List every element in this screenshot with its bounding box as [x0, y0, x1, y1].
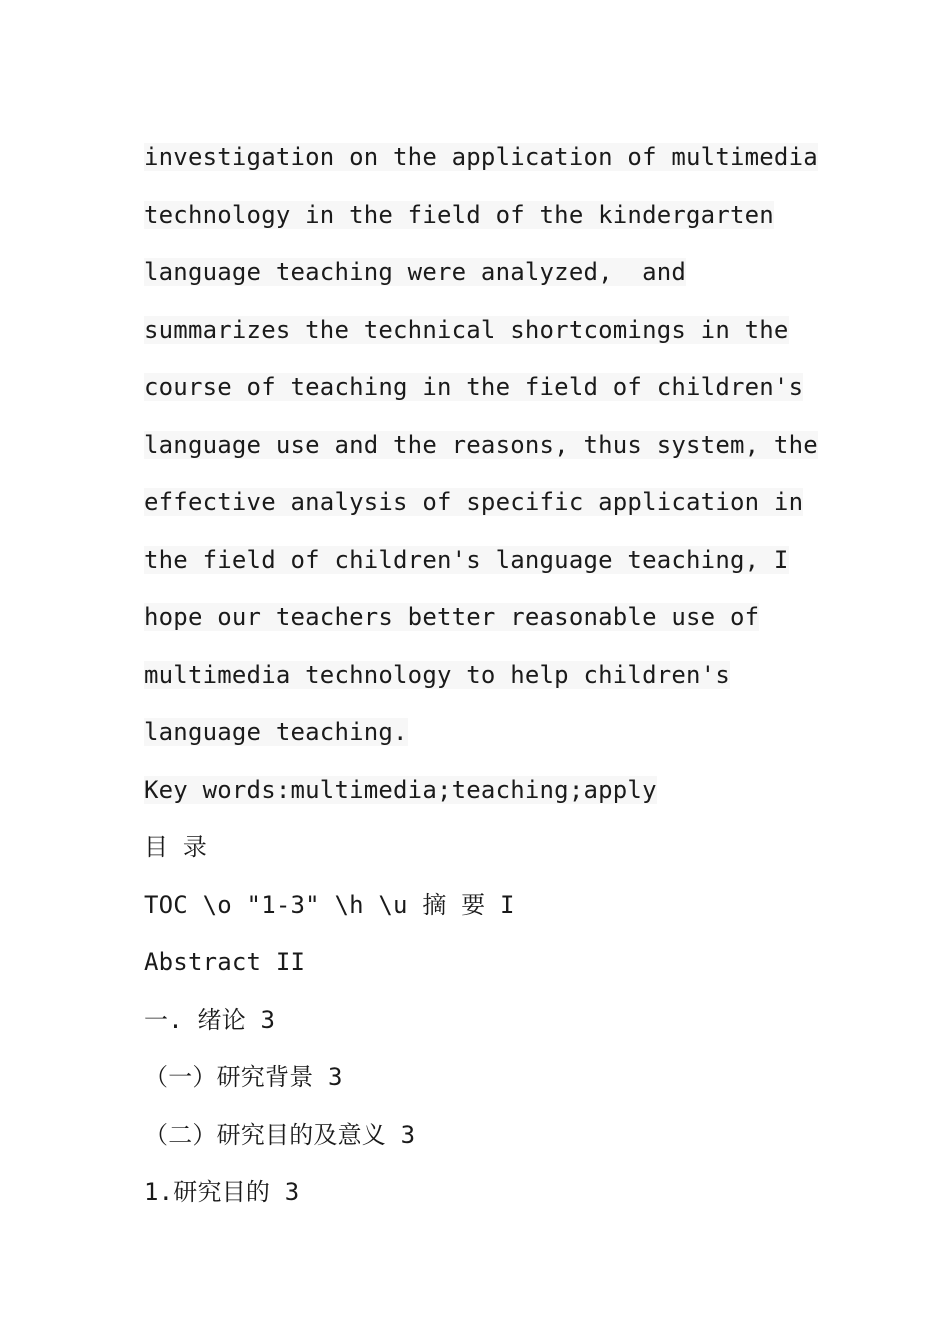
abstract-line: summarizes the technical shortcomings in the	[144, 315, 789, 344]
toc-entry[interactable]: 一. 绪论 3	[144, 1005, 276, 1034]
toc-entry[interactable]: （一）研究背景 3	[144, 1063, 343, 1091]
abstract-line: hope our teachers better reasonable use of	[144, 603, 760, 631]
abstract-line: language teaching were analyzed, and	[144, 258, 687, 286]
abstract-line: the field of children's language teaching, I	[144, 545, 789, 574]
toc-entry[interactable]: Abstract II	[144, 948, 306, 976]
toc-heading: 目 录	[144, 833, 208, 861]
abstract-line: course of teaching in the field of children's	[144, 373, 804, 401]
keywords-line: Key words:multimedia;teaching;apply	[144, 775, 657, 804]
abstract-line: investigation on the application of multimedia	[144, 143, 818, 171]
abstract-line: language teaching.	[144, 718, 408, 746]
toc-entry[interactable]: TOC \o "1-3" \h \u 摘 要 I	[144, 890, 515, 919]
document-body	[144, 129, 824, 1222]
abstract-line: technology in the field of the kindergarten	[144, 200, 774, 229]
abstract-line: multimedia technology to help children's	[144, 660, 730, 689]
toc-entry[interactable]: 1.研究目的 3	[144, 1178, 300, 1206]
abstract-line: effective analysis of specific application in	[144, 488, 804, 516]
abstract-line: language use and the reasons, thus system, the	[144, 430, 818, 459]
toc-entry[interactable]: （二）研究目的及意义 3	[144, 1120, 416, 1149]
